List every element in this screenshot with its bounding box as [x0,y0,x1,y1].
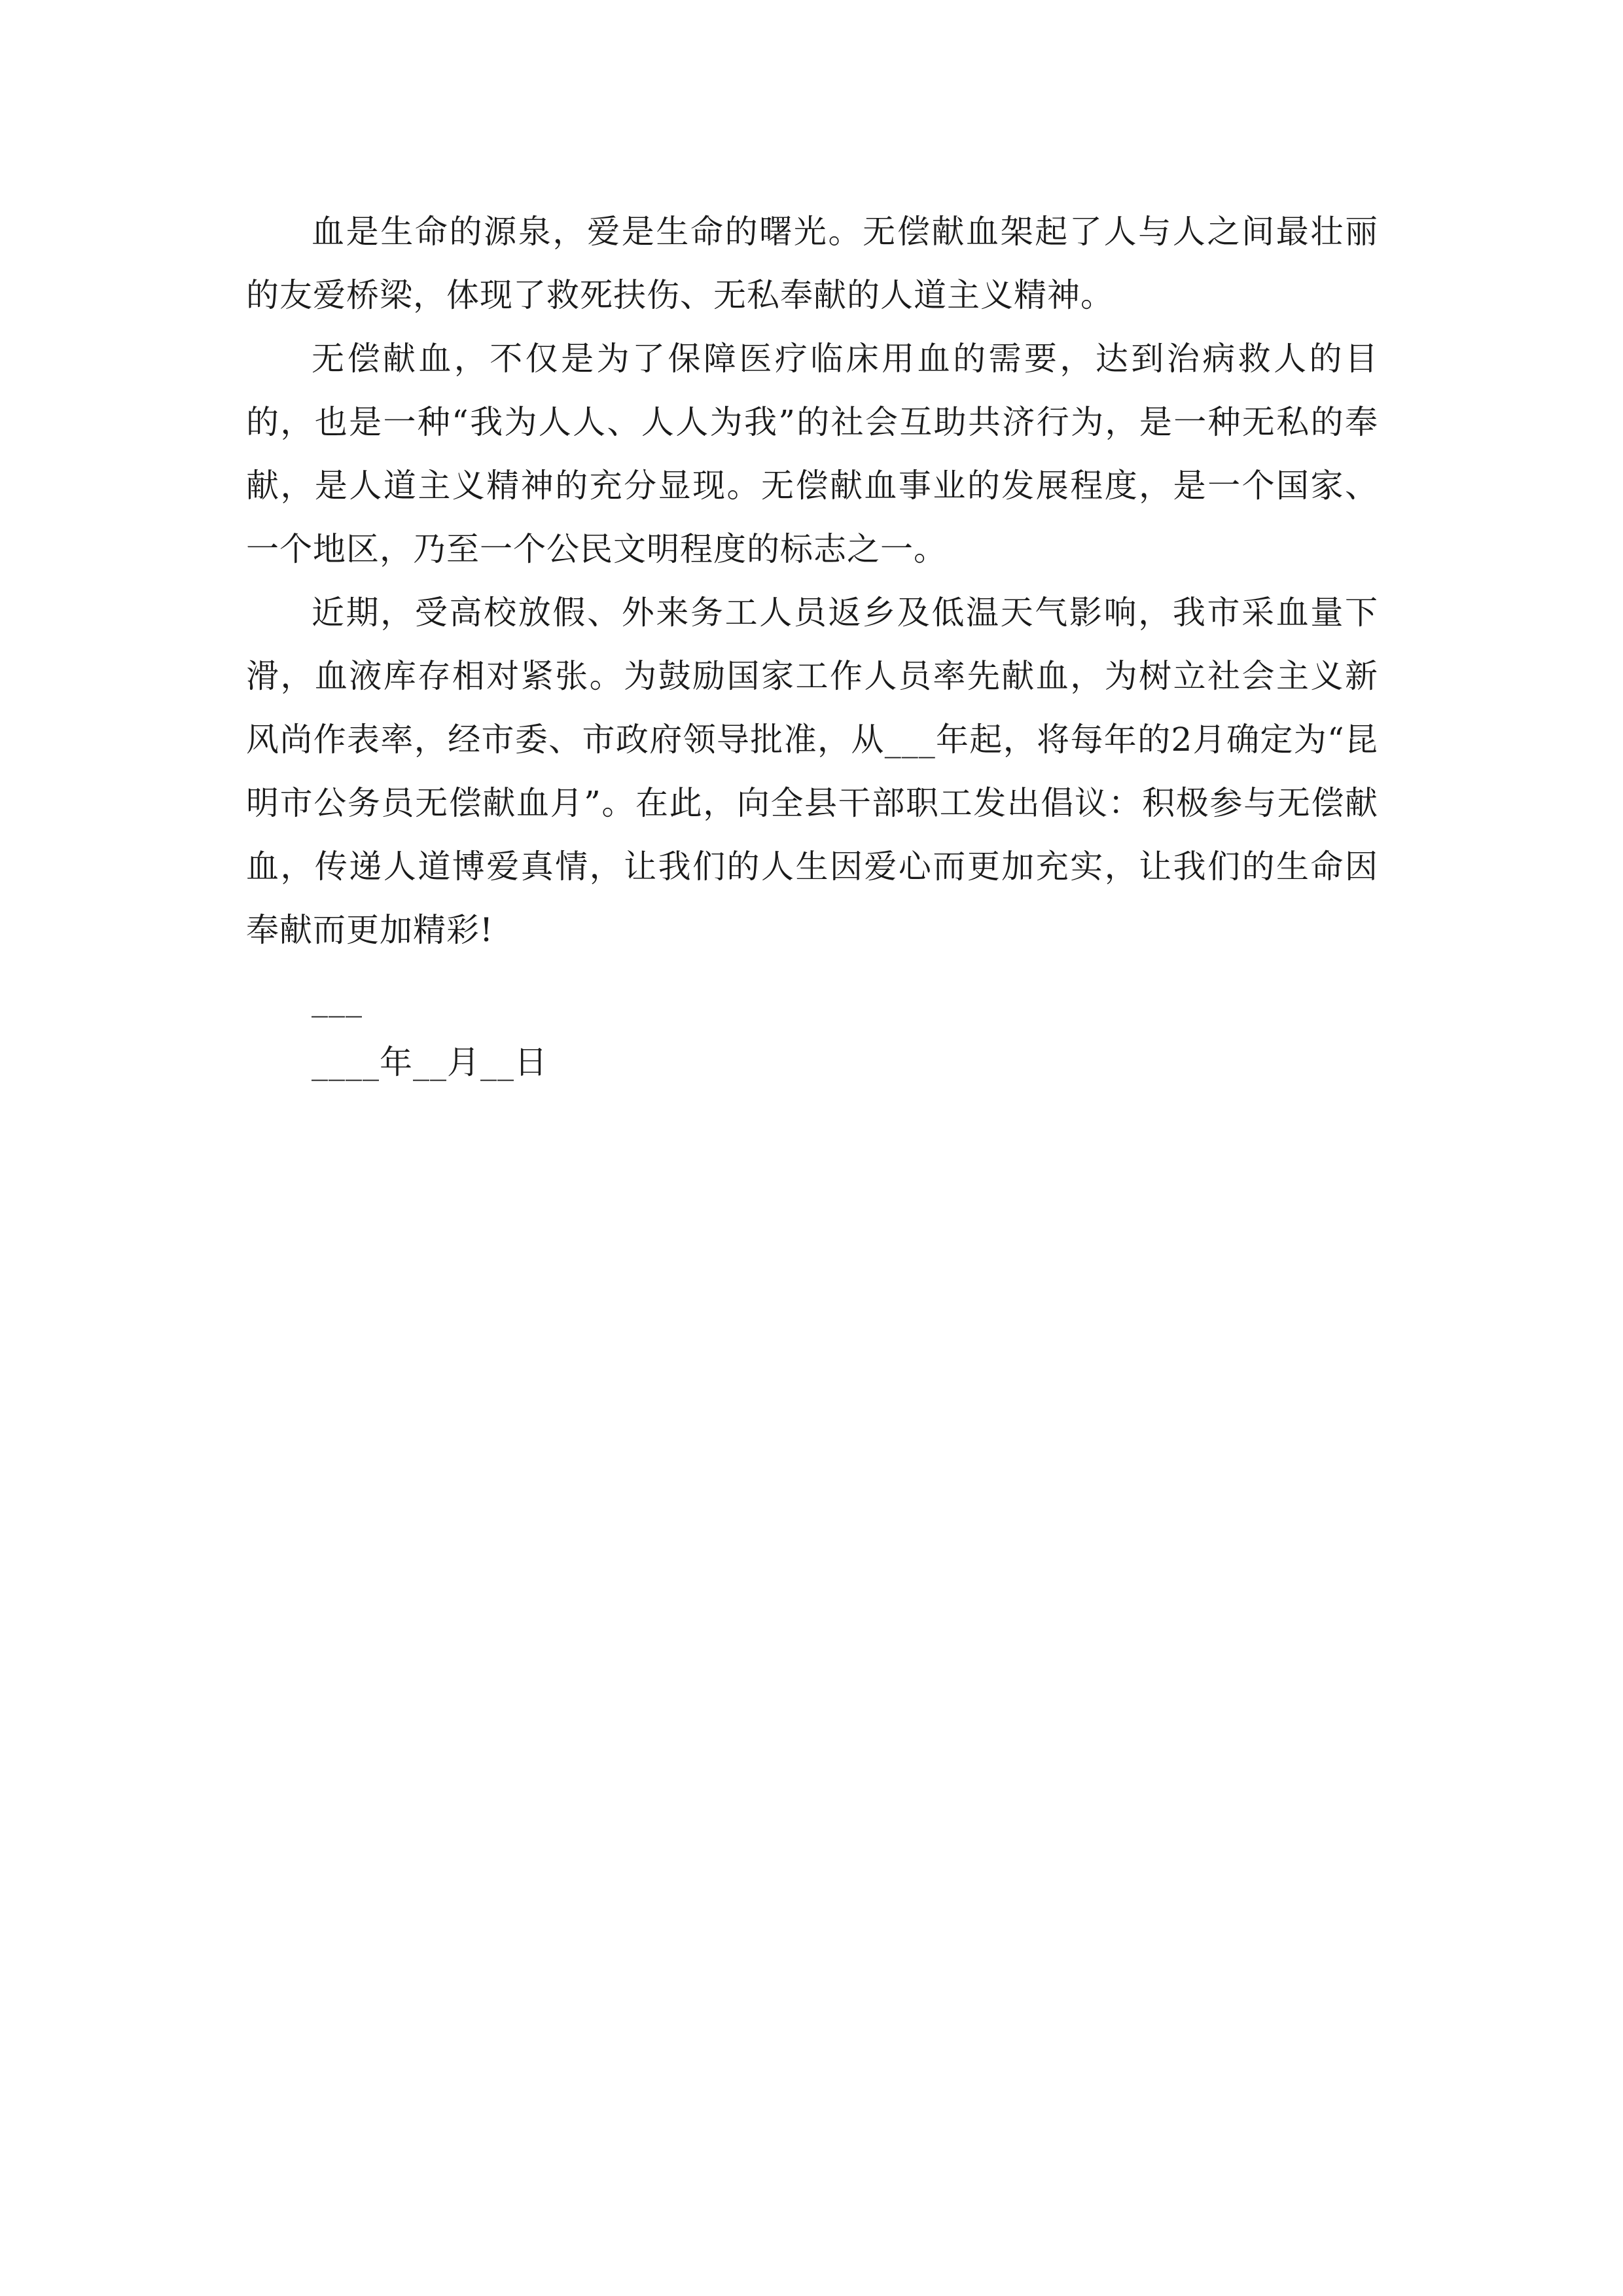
document-body [246,200,1378,1094]
signer-line: ___ [312,980,363,1018]
paragraph-2: 无偿献血，不仅是为了保障医疗临床用血的需要，达到治病救人的目的，也是一种“我为人人、人人为我”的社会互助共济行为，是一种无私的奉献，是人道主义精神的充分显现。无偿献血事业的发展程度，是一个国家、一个地区，乃至一个公民文明程度的标志之一。 [246,340,1378,568]
paragraph-3: 近期，受高校放假、外来务工人员返乡及低温天气影响，我市采血量下滑，血液库存相对紧张。为鼓励国家工作人员率先献血，为树立社会主义新风尚作表率，经市委、市政府领导批准，从___年起，将每年的2月确定为“昆明市公务员无偿献血月”。在此，向全县干部职工发出倡议：积极参与无偿献血，传递人道博爱真情，让我们的人生因爱心而更加充实，让我们的生命因奉献而更加精彩! [246,594,1378,949]
paragraph-1: 血是生命的源泉，爱是生命的曙光。无偿献血架起了人与人之间最壮丽的友爱桥梁，体现了救死扶伤、无私奉献的人道主义精神。 [246,213,1378,314]
date-line: ____年__月__日 [312,1043,548,1081]
